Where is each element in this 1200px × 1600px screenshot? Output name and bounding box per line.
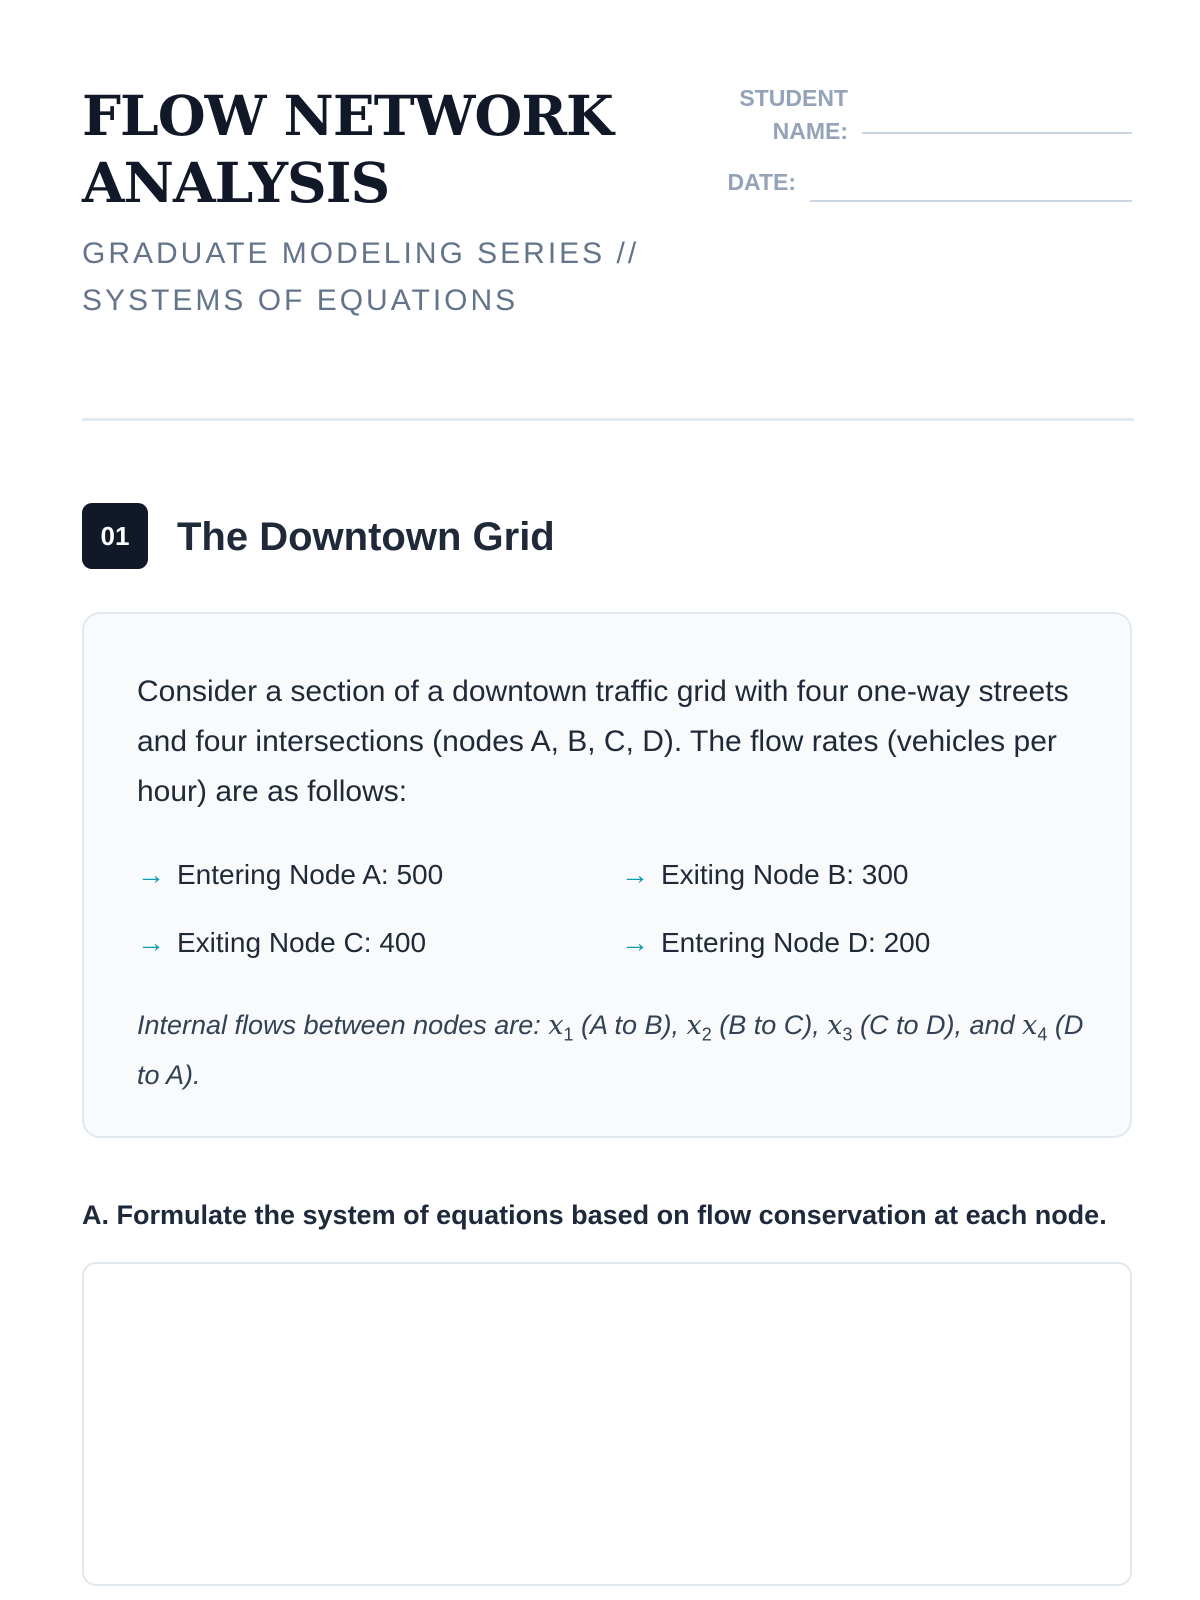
arrow-right-icon: →	[621, 859, 649, 890]
arrow-right-icon: →	[137, 859, 165, 890]
student-name-field[interactable]	[862, 132, 1132, 134]
variable-description: (D to A).	[137, 1010, 1084, 1091]
question-a: A. Formulate the system of equations based on flow conservation at each node.	[82, 1200, 1107, 1230]
flow-item-exiting-b	[621, 855, 909, 895]
variable-description: (C to D), and	[852, 1010, 1015, 1040]
student-label-line-2: NAME:	[772, 118, 848, 144]
variable-subscript: 2	[701, 1024, 712, 1045]
header-divider	[82, 418, 1134, 421]
page-subtitle	[82, 230, 682, 324]
internal-flows-note	[137, 1005, 1087, 1096]
internal-flows-prefix: Internal flows between nodes are:	[137, 1010, 549, 1040]
flow-label: Entering Node A: 500	[177, 859, 444, 890]
flow-variable: x	[548, 1010, 564, 1041]
variable-subscript: 1	[563, 1024, 574, 1045]
title-line-1: FLOW NETWORK	[82, 83, 613, 148]
flow-item-exiting-c	[137, 923, 426, 963]
arrow-right-icon: →	[621, 927, 649, 958]
variable-description: (B to C),	[711, 1010, 828, 1040]
variable-subscript: 4	[1037, 1024, 1048, 1045]
subtitle-line-1: GRADUATE MODELING SERIES //	[82, 237, 640, 270]
section-number-badge: 01	[82, 503, 148, 569]
flow-item-entering-d	[621, 923, 930, 963]
flow-variable: x	[827, 1010, 843, 1041]
subtitle-line-2: SYSTEMS OF EQUATIONS	[82, 284, 519, 317]
flow-variable: x	[686, 1010, 702, 1041]
variable-description: (A to B),	[573, 1010, 687, 1040]
page-title	[82, 82, 613, 216]
date-field[interactable]	[810, 200, 1132, 202]
answer-box-a[interactable]	[82, 1262, 1132, 1586]
flow-variable: x	[1022, 1010, 1038, 1041]
arrow-right-icon: →	[137, 927, 165, 958]
student-label-line-1: STUDENT	[739, 85, 848, 111]
section-title: The Downtown Grid	[177, 515, 555, 559]
flow-label: Exiting Node C: 400	[177, 927, 427, 958]
problem-intro: Consider a section of a downtown traffic grid with four one-way streets and four intersections (nodes A, B, C, D). The flow rates (vehicles per hour) are as follows:	[137, 675, 1069, 808]
date-label: DATE:	[727, 169, 796, 195]
title-line-2: ANALYSIS	[82, 150, 390, 215]
flow-item-entering-a	[137, 855, 443, 895]
flow-label: Exiting Node B: 300	[661, 859, 909, 890]
flow-label: Entering Node D: 200	[661, 927, 931, 958]
variable-subscript: 3	[842, 1024, 853, 1045]
student-name-label	[700, 82, 848, 148]
